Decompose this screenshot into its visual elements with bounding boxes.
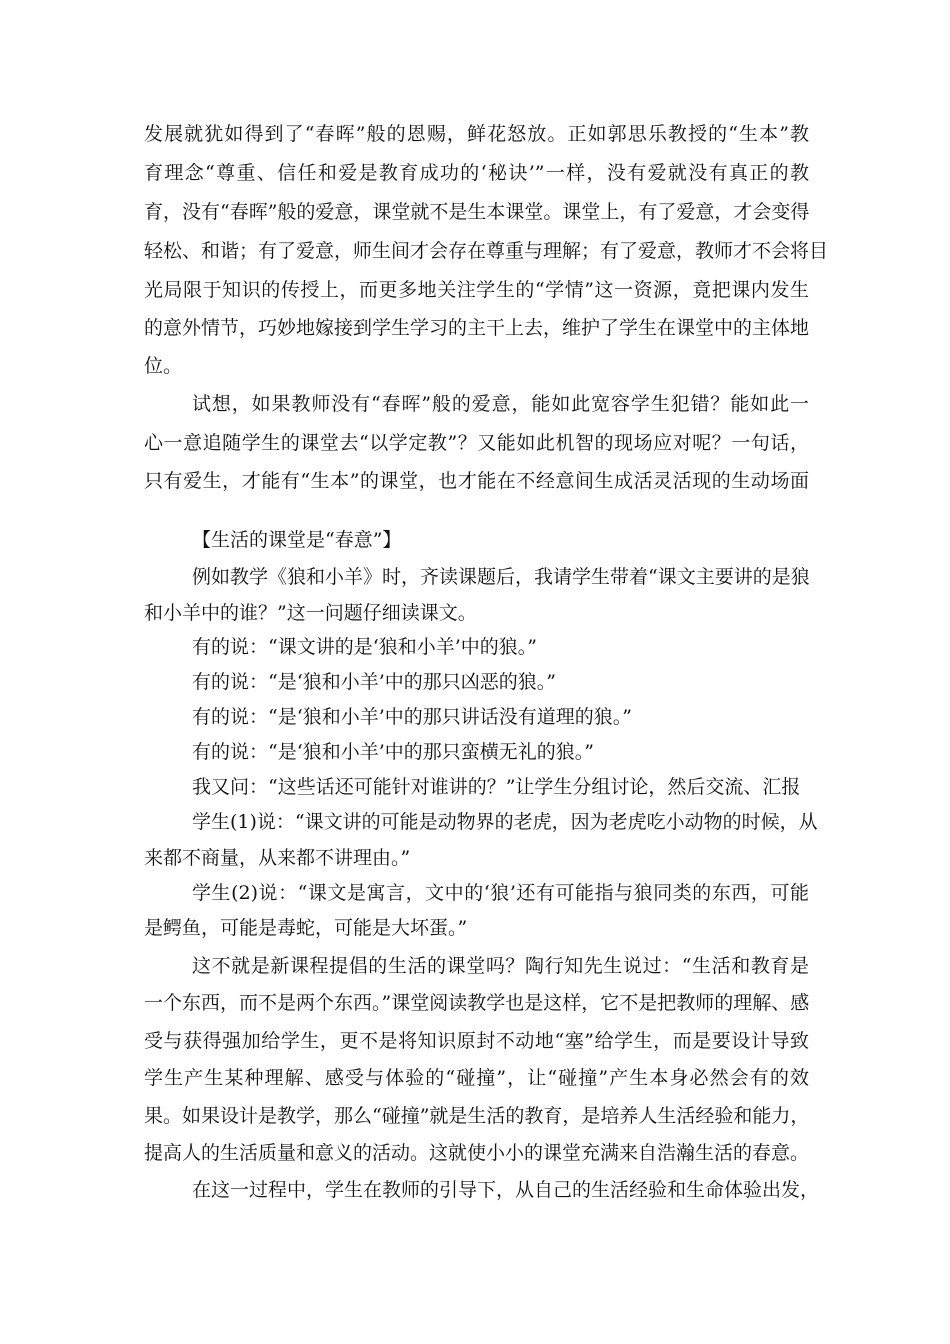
text-line: 轻松、和谐；有了爱意，师生间才会存在尊重与理解；有了爱意，教师才不会将目 (144, 240, 829, 262)
text-line: 来都不商量，从来都不讲理由。” (144, 847, 411, 869)
text-line: 试想，如果教师没有“春晖”般的爱意，能如此宽容学生犯错？能如此一 (192, 393, 809, 415)
text-line: 我又问：“这些话还可能针对谁讲的？”让学生分组讨论，然后交流、汇报 (192, 776, 801, 798)
text-line: 有的说：“是‘狼和小羊’中的那只蛮横无礼的狼。” (192, 741, 595, 763)
text-line: 提高人的生活质量和意义的活动。这就使小小的课堂充满来自浩瀚生活的春意。 (144, 1142, 810, 1164)
text-line: 有的说：“课文讲的是‘狼和小羊’中的狼。” (192, 636, 538, 658)
text-line: 育理念“尊重、信任和爱是教育成功的‘秘诀’”一样，没有爱就没有真正的教 (144, 162, 809, 184)
text-line: 受与获得强加给学生，更不是将知识原封不动地“塞”给学生，而是要设计导致 (144, 1030, 809, 1052)
text-line: 位。 (144, 355, 183, 377)
text-line: 学生产生某种理解、感受与体验的“碰撞”，让“碰撞”产生本身必然会有的效 (144, 1067, 809, 1089)
text-line: 发展就犹如得到了“春晖”般的恩赐，鲜花怒放。正如郭思乐教授的“生本”教 (144, 123, 809, 145)
text-line: 果。如果设计是教学，那么“碰撞”就是生活的教育，是培养人生活经验和能力， (144, 1105, 810, 1127)
text-line: 有的说：“是‘狼和小羊’中的那只凶恶的狼。” (192, 671, 557, 693)
text-line: 学生(1)说：“课文讲的可能是动物界的老虎，因为老虎吃小动物的时候，从 (192, 811, 818, 833)
text-line: 的意外情节，巧妙地嫁接到学生学习的主干上去，维护了学生在课堂中的主体地 (144, 317, 810, 339)
text-line: 育，没有“春晖”般的爱意，课堂就不是生本课堂。课堂上，有了爱意，才会变得 (144, 201, 810, 223)
text-line: 在这一过程中，学生在教师的引导下，从自己的生活经验和生命体验出发， (192, 1179, 820, 1201)
section-heading: 【生活的课堂是“春意”】 (192, 529, 402, 551)
text-line: 例如教学《狼和小羊》时，齐读课题后，我请学生带着“课文主要讲的是狼 (192, 566, 810, 588)
text-line: 一个东西，而不是两个东西。”课堂阅读教学也是这样，它不是把教师的理解、感 (144, 992, 810, 1014)
text-line: 是鳄鱼，可能是毒蛇，可能是大坏蛋。” (144, 917, 468, 939)
text-line: 有的说：“是‘狼和小羊’中的那只讲话没有道理的狼。” (192, 706, 633, 728)
text-line: 学生(2)说：“课文是寓言，文中的‘狼’还有可能指与狼同类的东西，可能 (192, 882, 809, 904)
text-line: 这不就是新课程提倡的生活的课堂吗？陶行知先生说过：“生活和教育是 (192, 955, 809, 977)
text-line: 和小羊中的谁？”这一问题仔细读课文。 (144, 602, 477, 624)
text-line: 光局限于知识的传授上，而更多地关注学生的“学情”这一资源，竟把课内发生 (144, 279, 809, 301)
text-line: 只有爱生，才能有“生本”的课堂，也才能在不经意间生成活灵活现的生动场面 (144, 470, 809, 492)
text-line: 心一意追随学生的课堂去“以学定教”？又能如此机智的现场应对呢？一句话， (144, 432, 809, 454)
